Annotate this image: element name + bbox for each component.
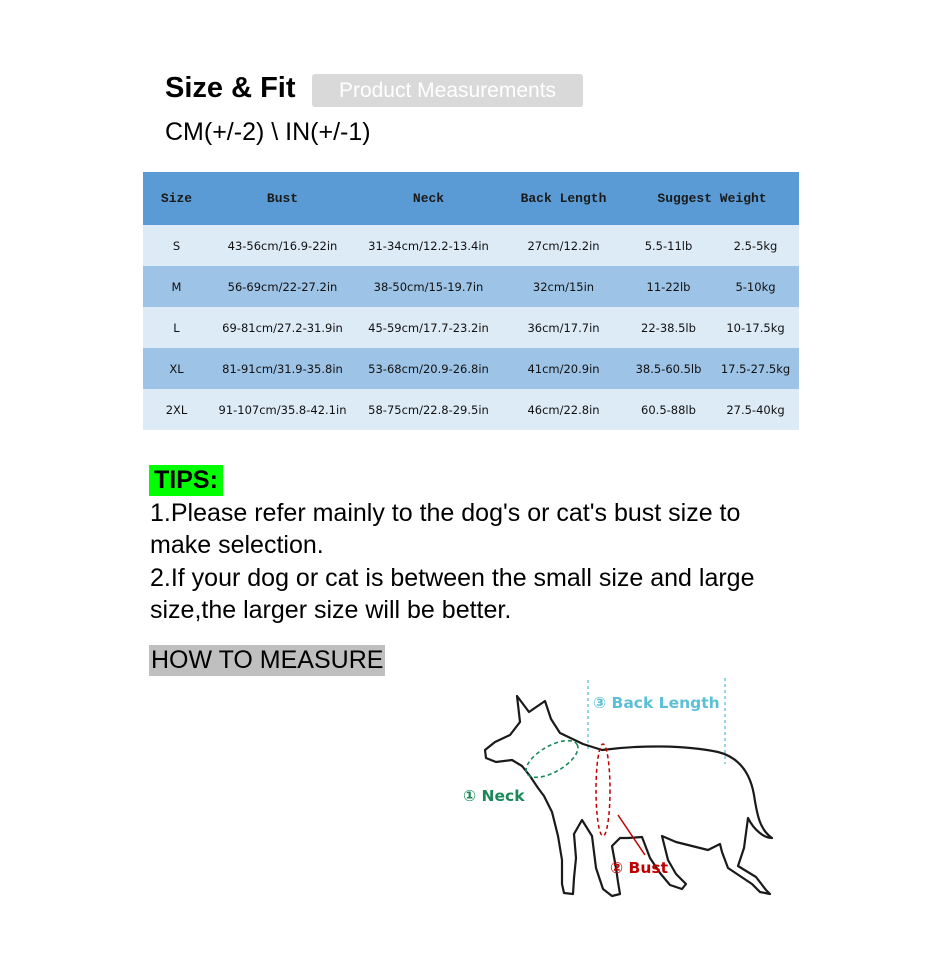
weight-kg-cell: 17.5-27.5kg (712, 348, 799, 389)
weight-lb-cell: 5.5-11lb (625, 225, 712, 266)
col-header-bust: Bust (210, 172, 355, 225)
weight-kg-cell: 10-17.5kg (712, 307, 799, 348)
neck-cell: 45-59cm/17.7-23.2in (355, 307, 502, 348)
neck-cell: 38-50cm/15-19.7in (355, 266, 502, 307)
neck-cell: 31-34cm/12.2-13.4in (355, 225, 502, 266)
table-row (143, 225, 799, 266)
back-length-label: ③ Back Length (593, 694, 720, 712)
table-row (143, 389, 799, 430)
back-length-cell: 36cm/17.7in (502, 307, 625, 348)
bust-cell: 69-81cm/27.2-31.9in (210, 307, 355, 348)
back-length-cell: 46cm/22.8in (502, 389, 625, 430)
table-header-row (143, 172, 799, 225)
bust-label: ② Bust (610, 859, 669, 877)
col-header-neck: Neck (355, 172, 502, 225)
weight-lb-cell: 38.5-60.5lb (625, 348, 712, 389)
tip-line: make selection. (150, 531, 324, 559)
col-header-size: Size (143, 172, 210, 225)
product-measurements-badge: Product Measurements (312, 74, 583, 107)
neck-cell: 53-68cm/20.9-26.8in (355, 348, 502, 389)
weight-lb-cell: 11-22lb (625, 266, 712, 307)
weight-kg-cell: 5-10kg (712, 266, 799, 307)
back-length-cell: 32cm/15in (502, 266, 625, 307)
size-fit-title: Size & Fit (165, 72, 296, 104)
weight-lb-cell: 60.5-88lb (625, 389, 712, 430)
size-cell: S (143, 225, 210, 266)
back-length-cell: 41cm/20.9in (502, 348, 625, 389)
weight-kg-cell: 27.5-40kg (712, 389, 799, 430)
size-cell: XL (143, 348, 210, 389)
size-table (143, 172, 799, 430)
table-row (143, 266, 799, 307)
back-length-cell: 27cm/12.2in (502, 225, 625, 266)
bust-cell: 43-56cm/16.9-22in (210, 225, 355, 266)
table-row (143, 307, 799, 348)
weight-kg-cell: 2.5-5kg (712, 225, 799, 266)
units-note: CM(+/-2) \ IN(+/-1) (165, 118, 371, 146)
col-header-back-length: Back Length (502, 172, 625, 225)
size-cell: 2XL (143, 389, 210, 430)
tips-label: TIPS: (149, 465, 223, 496)
col-header-suggest-weight: Suggest Weight (625, 172, 799, 225)
tip-line: 1.Please refer mainly to the dog's or cat's bust size to (150, 499, 741, 527)
bust-cell: 91-107cm/35.8-42.1in (210, 389, 355, 430)
table-row (143, 348, 799, 389)
tip-line: size,the larger size will be better. (150, 596, 512, 624)
size-cell: L (143, 307, 210, 348)
bust-measure-ring (596, 744, 610, 836)
bust-cell: 81-91cm/31.9-35.8in (210, 348, 355, 389)
neck-cell: 58-75cm/22.8-29.5in (355, 389, 502, 430)
neck-label: ① Neck (463, 787, 525, 805)
weight-lb-cell: 22-38.5lb (625, 307, 712, 348)
size-cell: M (143, 266, 210, 307)
bust-pointer-line (618, 815, 645, 855)
bust-cell: 56-69cm/22-27.2in (210, 266, 355, 307)
dog-measure-diagram (440, 672, 790, 902)
how-to-measure-heading: HOW TO MEASURE (151, 646, 384, 674)
tip-line: 2.If your dog or cat is between the small size and large (150, 564, 755, 592)
